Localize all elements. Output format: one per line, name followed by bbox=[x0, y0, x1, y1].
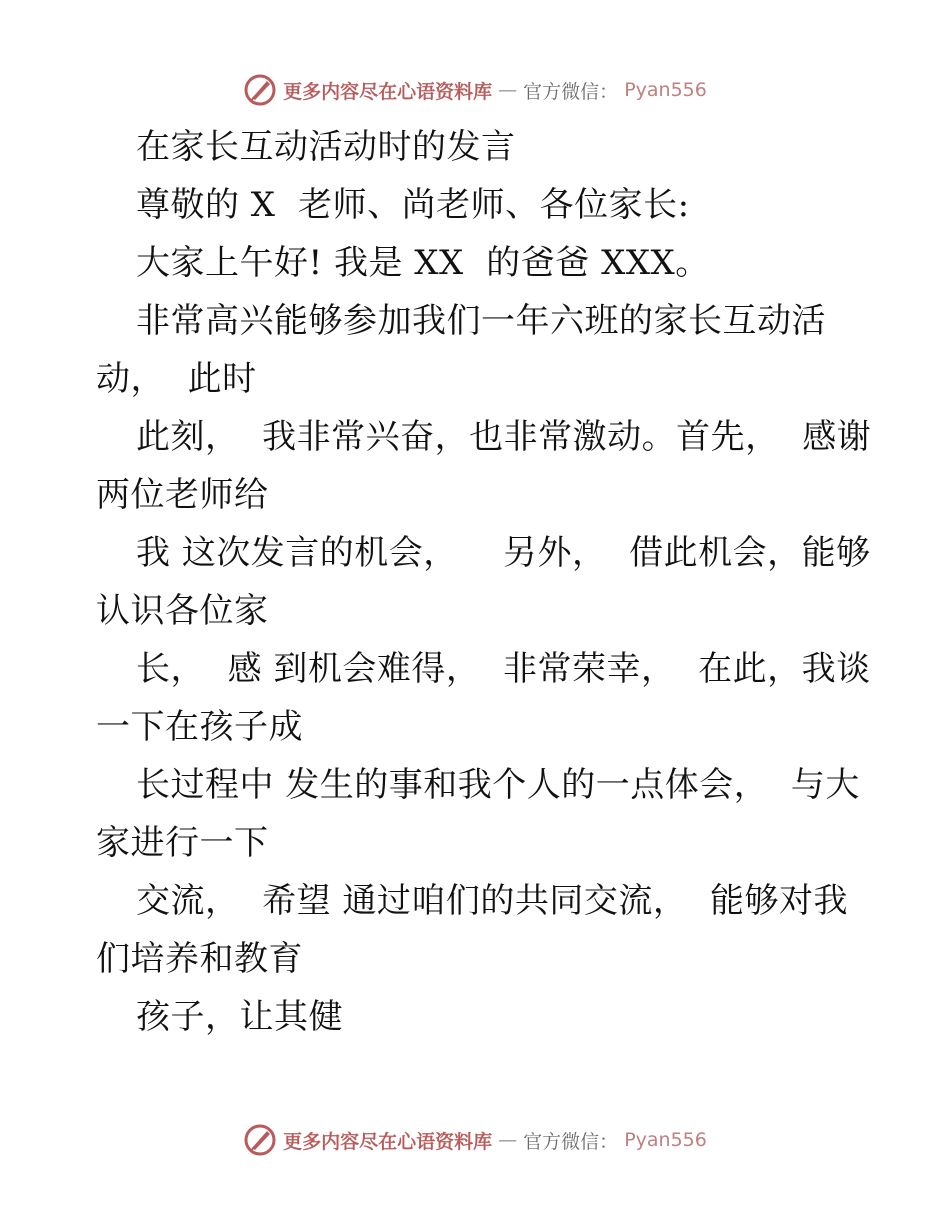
document-line: 两位老师给 bbox=[96, 475, 269, 515]
document-line: 非常高兴能够参加我们一年六班的家长互动活 bbox=[136, 301, 826, 341]
quill-pen-logo-icon bbox=[243, 1123, 277, 1157]
document-line: 交流， 希望 通过咱们的共同交流， 能够对我 bbox=[136, 881, 849, 921]
document-line: 一下在孩子成 bbox=[96, 707, 303, 747]
document-line: 孩子，让其健 bbox=[136, 997, 343, 1037]
document-line: 我 这次发言的机会， 另外， 借此机会，能够 bbox=[136, 533, 871, 573]
document-line: 尊敬的 X 老师、尚老师、各位家长: bbox=[136, 185, 690, 225]
header-banner-brand: 更多内容尽在心语资料库 bbox=[283, 80, 493, 103]
document-line: 们培养和教育 bbox=[96, 939, 303, 979]
document-line: 长， 感 到机会难得， 非常荣幸， 在此，我谈 bbox=[136, 649, 871, 689]
document-body bbox=[96, 118, 872, 1046]
header-banner bbox=[0, 70, 950, 110]
document-line: 动， 此时 bbox=[96, 359, 257, 399]
document-line: 长过程中 发生的事和我个人的一点体会， 与大 bbox=[136, 765, 860, 805]
header-banner-wechat-label: 官方微信： bbox=[523, 80, 619, 103]
footer-banner-wechat-label: 官方微信： bbox=[523, 1130, 619, 1153]
footer-banner bbox=[0, 1120, 950, 1160]
header-banner-wechat-id: Pyan556 bbox=[624, 79, 707, 101]
footer-banner-dash: — bbox=[498, 1129, 518, 1151]
footer-banner-brand: 更多内容尽在心语资料库 bbox=[283, 1130, 493, 1153]
quill-pen-logo-icon bbox=[243, 73, 277, 107]
document-line: 家进行一下 bbox=[96, 823, 269, 863]
footer-banner-wechat-id: Pyan556 bbox=[624, 1129, 707, 1151]
document-line: 此刻， 我非常兴奋，也非常激动。首先， 感谢 bbox=[136, 417, 872, 457]
document-title: 在家长互动活动时的发言 bbox=[136, 127, 516, 167]
header-banner-dash: — bbox=[498, 79, 518, 101]
document-line: 认识各位家 bbox=[96, 591, 269, 631]
document-line: 大家上午好! 我是 XX 的爸爸 XXX。 bbox=[136, 243, 710, 283]
